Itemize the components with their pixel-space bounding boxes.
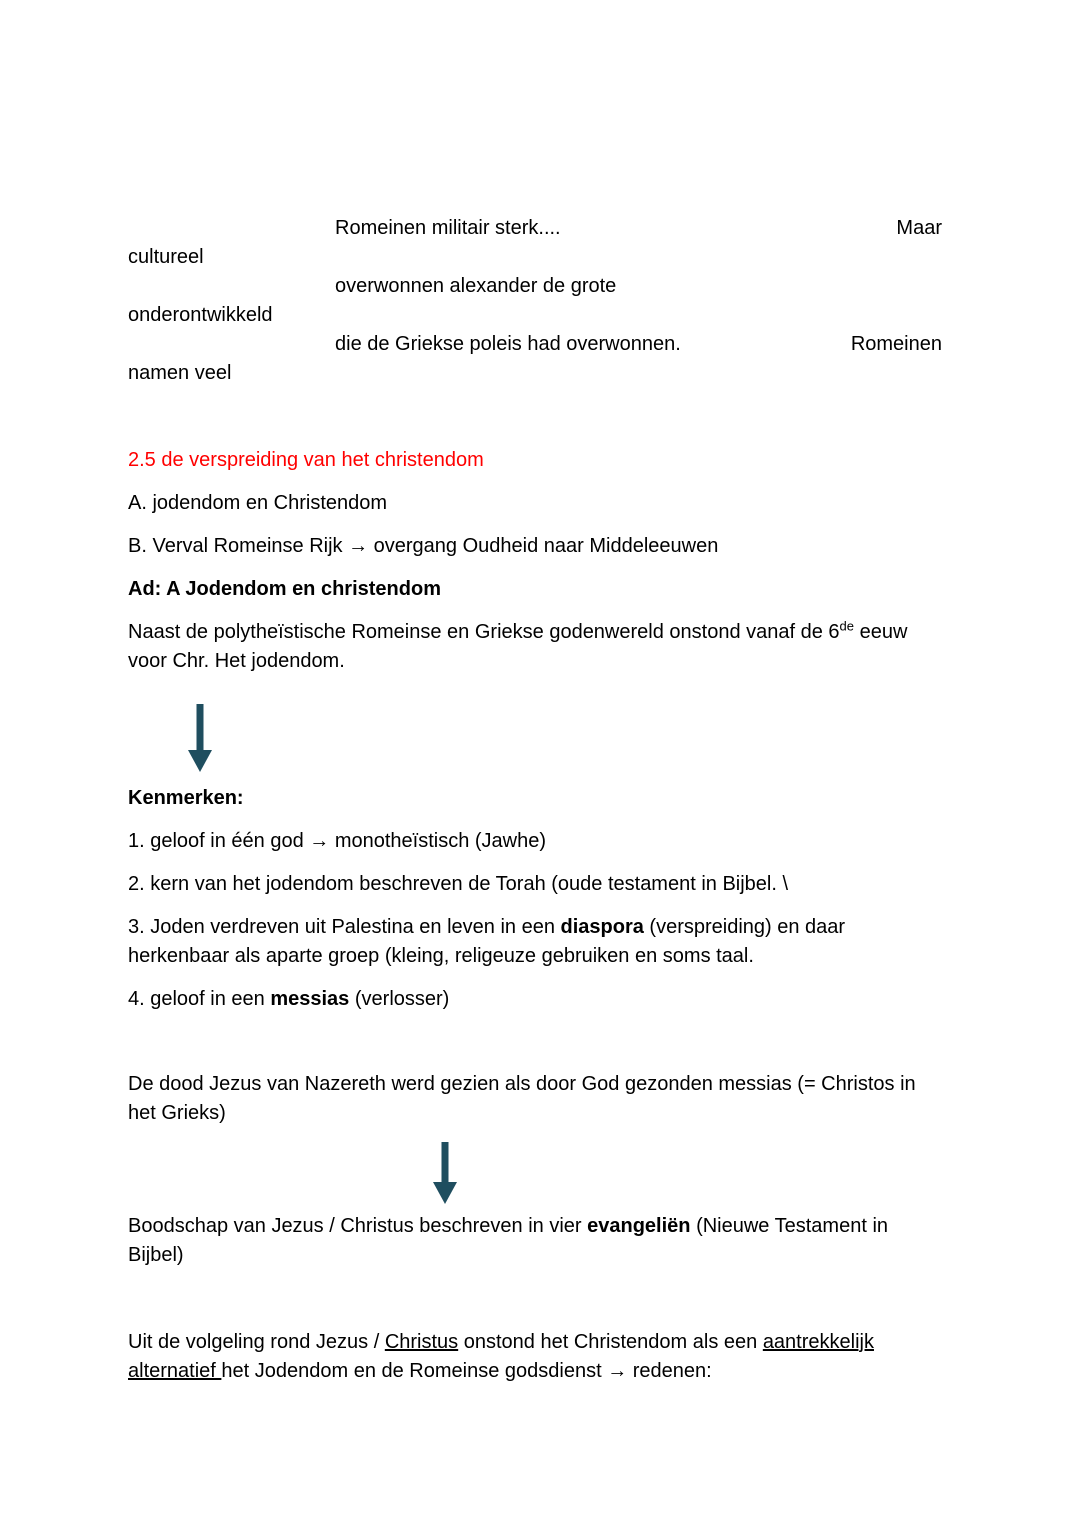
paragraph-jodendom <box>128 618 942 676</box>
paragraph-text: 3. Joden verdreven uit Palestina en leven in een <box>128 916 561 938</box>
note-text: Romeinen <box>850 333 942 355</box>
kenmerk-item-3 <box>128 913 942 971</box>
note-line <box>128 301 942 330</box>
paragraph-text: (verspreiding) en daar herkenbaar als aparte groep (kleing, religeuze gebruiken en soms taal. <box>128 916 846 967</box>
document-content <box>128 214 942 1400</box>
note-line <box>128 330 942 359</box>
paragraph-text: Naast de polytheïstische Romeinse en Griekse godenwereld onstond vanaf de 6 <box>128 621 840 643</box>
superscript-ordinal: de <box>839 618 855 634</box>
paragraph-text: eeuw voor Chr. Het jodendom. <box>128 621 908 672</box>
underlined-term: Christus <box>384 1331 459 1353</box>
down-arrow <box>188 704 942 772</box>
paragraph-text: (Nieuwe Testament in Bijbel) <box>128 1215 889 1266</box>
note-text: namen veel <box>128 362 232 384</box>
paragraph-text: Uit de volgeling rond Jezus / <box>128 1331 385 1353</box>
note-line <box>128 214 942 243</box>
sub-heading: Ad: A Jodendom en christendom <box>128 578 441 600</box>
paragraph-text: (verlosser) <box>349 988 450 1010</box>
kenmerk-item-2: 2. kern van het jodendom beschreven de Torah (oude testament in Bijbel. \ <box>128 873 789 895</box>
note-text: Romeinen militair sterk.... <box>335 217 561 239</box>
emphasized-term: diaspora <box>560 916 644 938</box>
paragraph-text: Boodschap van Jezus / Christus beschreven in vier <box>128 1215 588 1237</box>
paragraph-boodschap <box>128 1212 942 1270</box>
emphasized-term: evangeliën <box>587 1215 691 1237</box>
down-arrow <box>433 1142 942 1204</box>
down-arrow-icon <box>433 1142 457 1204</box>
paragraph-text: onstond het Christendom als een <box>458 1331 763 1353</box>
underlined-term: aantrekkelijk alternatief <box>128 1331 874 1382</box>
paragraph-volgeling <box>128 1328 942 1386</box>
paragraph-text: 4. geloof in een <box>128 988 271 1010</box>
paragraph-dood: De dood Jezus van Nazereth werd gezien als door God gezonden messias (= Christos in het Grieks) <box>128 1073 916 1124</box>
emphasized-term: messias <box>270 988 350 1010</box>
comparison-notes <box>128 214 942 388</box>
note-text: onderontwikkeld <box>128 304 273 326</box>
note-line <box>128 243 942 272</box>
note-text: overwonnen alexander de grote <box>335 275 617 297</box>
note-line <box>128 359 942 388</box>
down-arrow-icon <box>188 704 212 772</box>
kenmerken-heading: Kenmerken: <box>128 787 244 809</box>
kenmerk-item-4 <box>128 985 942 1014</box>
list-item-a: A. jodendom en Christendom <box>128 492 388 514</box>
kenmerk-item-1: 1. geloof in één god → monotheïstisch (Jawhe) <box>128 830 547 852</box>
note-text: Maar <box>896 217 942 239</box>
note-text: cultureel <box>128 246 204 268</box>
section-heading: 2.5 de verspreiding van het christendom <box>128 449 484 471</box>
note-text: die de Griekse poleis had overwonnen. <box>335 333 681 355</box>
list-item-b: B. Verval Romeinse Rijk → overgang Oudheid naar Middeleeuwen <box>128 535 719 557</box>
note-line <box>128 272 942 301</box>
paragraph-text: het Jodendom en de Romeinse godsdienst → redenen: <box>221 1360 712 1382</box>
